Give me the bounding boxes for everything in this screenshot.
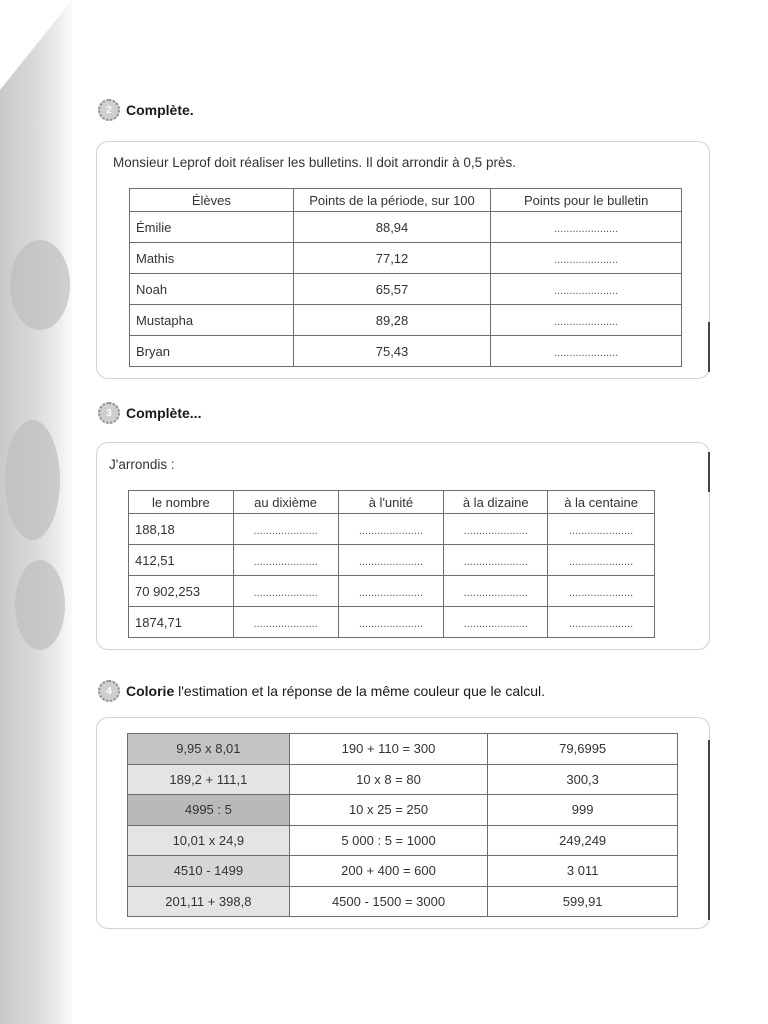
calc-cell[interactable]: 189,2 + 111,1 bbox=[128, 764, 290, 795]
answer-blank[interactable]: ..................... bbox=[463, 524, 528, 537]
student-name: Émilie bbox=[130, 212, 294, 243]
estimate-cell[interactable]: 200 + 400 = 600 bbox=[289, 856, 488, 887]
answer-cell[interactable]: 3 011 bbox=[488, 856, 678, 887]
header-nombre: le nombre bbox=[129, 491, 234, 514]
answer-blank[interactable]: ..................... bbox=[554, 346, 619, 359]
answer-cell[interactable]: 249,249 bbox=[488, 825, 678, 856]
calc-cell[interactable]: 201,11 + 398,8 bbox=[128, 886, 290, 917]
table-row bbox=[128, 764, 678, 795]
exercise-3-title bbox=[98, 680, 545, 702]
exercise-2-intro: J'arrondis : bbox=[109, 457, 175, 472]
rounding-table bbox=[128, 490, 655, 638]
scan-mark bbox=[708, 740, 710, 920]
exercise-1-title bbox=[98, 99, 194, 121]
number-cell: 1874,71 bbox=[129, 607, 234, 638]
header-centaine: à la centaine bbox=[548, 491, 655, 514]
estimate-cell[interactable]: 4500 - 1500 = 3000 bbox=[289, 886, 488, 917]
student-points: 75,43 bbox=[293, 336, 491, 367]
answer-blank[interactable]: ..................... bbox=[253, 524, 318, 537]
exercise-2-title bbox=[98, 402, 201, 424]
table-row bbox=[130, 274, 682, 305]
answer-blank[interactable]: ..................... bbox=[568, 617, 634, 630]
header-dizaine: à la dizaine bbox=[444, 491, 548, 514]
student-points: 77,12 bbox=[293, 243, 491, 274]
page-fold bbox=[0, 0, 72, 90]
table-row bbox=[130, 336, 682, 367]
answer-blank[interactable]: ..................... bbox=[568, 586, 634, 599]
header-bulletin: Points pour le bulletin bbox=[491, 189, 682, 212]
answer-blank[interactable]: ..................... bbox=[554, 315, 619, 328]
answer-cell[interactable]: 999 bbox=[488, 795, 678, 826]
student-name: Mathis bbox=[130, 243, 294, 274]
scan-mark bbox=[708, 322, 710, 372]
student-name: Bryan bbox=[130, 336, 294, 367]
calc-cell[interactable]: 4995 : 5 bbox=[128, 795, 290, 826]
answer-blank[interactable]: ..................... bbox=[554, 222, 619, 235]
bulletin-table bbox=[129, 188, 682, 367]
table-row bbox=[129, 514, 655, 545]
scan-mark bbox=[708, 452, 710, 492]
student-points: 65,57 bbox=[293, 274, 491, 305]
student-name: Mustapha bbox=[130, 305, 294, 336]
answer-blank[interactable]: ..................... bbox=[358, 586, 424, 599]
calc-cell[interactable]: 4510 - 1499 bbox=[128, 856, 290, 887]
table-row bbox=[128, 795, 678, 826]
decorative-blob bbox=[15, 560, 65, 650]
coloring-table bbox=[127, 733, 678, 917]
table-row bbox=[129, 607, 655, 638]
answer-blank[interactable]: ..................... bbox=[253, 555, 318, 568]
answer-blank[interactable]: ..................... bbox=[253, 586, 318, 599]
table-row bbox=[128, 734, 678, 765]
student-points: 88,94 bbox=[293, 212, 491, 243]
table-row bbox=[129, 576, 655, 607]
answer-cell[interactable]: 300,3 bbox=[488, 764, 678, 795]
exercise-number-icon: 2 bbox=[98, 99, 120, 121]
estimate-cell[interactable]: 190 + 110 = 300 bbox=[289, 734, 488, 765]
student-name: Noah bbox=[130, 274, 294, 305]
decorative-blob bbox=[10, 240, 70, 330]
exercise-2-instruction: Complète... bbox=[126, 405, 202, 421]
table-row bbox=[128, 856, 678, 887]
estimate-cell[interactable]: 10 x 8 = 80 bbox=[289, 764, 488, 795]
answer-blank[interactable]: ..................... bbox=[568, 555, 634, 568]
answer-blank[interactable]: ..................... bbox=[568, 524, 634, 537]
answer-blank[interactable]: ..................... bbox=[554, 253, 619, 266]
calc-cell[interactable]: 10,01 x 24,9 bbox=[128, 825, 290, 856]
answer-blank[interactable]: ..................... bbox=[463, 555, 528, 568]
number-cell: 70 902,253 bbox=[129, 576, 234, 607]
calc-cell[interactable]: 9,95 x 8,01 bbox=[128, 734, 290, 765]
answer-blank[interactable]: ..................... bbox=[358, 524, 424, 537]
answer-blank[interactable]: ..................... bbox=[253, 617, 318, 630]
answer-blank[interactable]: ..................... bbox=[554, 284, 619, 297]
exercise-3-instruction: l'estimation et la réponse de la même couleur que le calcul. bbox=[174, 683, 545, 699]
answer-cell[interactable]: 79,6995 bbox=[488, 734, 678, 765]
answer-cell[interactable]: 599,91 bbox=[488, 886, 678, 917]
exercise-number-icon: 3 bbox=[98, 402, 120, 424]
exercise-1-instruction: Complète. bbox=[126, 102, 194, 118]
answer-blank[interactable]: ..................... bbox=[463, 617, 528, 630]
answer-blank[interactable]: ..................... bbox=[358, 617, 424, 630]
estimate-cell[interactable]: 10 x 25 = 250 bbox=[289, 795, 488, 826]
number-cell: 188,18 bbox=[129, 514, 234, 545]
header-dixieme: au dixième bbox=[233, 491, 338, 514]
table-row bbox=[129, 545, 655, 576]
table-row bbox=[130, 243, 682, 274]
table-row bbox=[128, 825, 678, 856]
student-points: 89,28 bbox=[293, 305, 491, 336]
table-row bbox=[130, 305, 682, 336]
table-row bbox=[128, 886, 678, 917]
answer-blank[interactable]: ..................... bbox=[463, 586, 528, 599]
exercise-number-icon: 4 bbox=[98, 680, 120, 702]
exercise-1-intro: Monsieur Leprof doit réaliser les bulletins. Il doit arrondir à 0,5 près. bbox=[113, 155, 516, 170]
table-row bbox=[130, 212, 682, 243]
header-unite: à l'unité bbox=[338, 491, 444, 514]
exercise-3-instruction-bold: Colorie bbox=[126, 683, 175, 699]
header-eleves: Élèves bbox=[130, 189, 294, 212]
decorative-blob bbox=[5, 420, 60, 540]
estimate-cell[interactable]: 5 000 : 5 = 1000 bbox=[289, 825, 488, 856]
scan-left-strip bbox=[0, 0, 72, 1024]
header-points: Points de la période, sur 100 bbox=[293, 189, 491, 212]
number-cell: 412,51 bbox=[129, 545, 234, 576]
answer-blank[interactable]: ..................... bbox=[358, 555, 424, 568]
